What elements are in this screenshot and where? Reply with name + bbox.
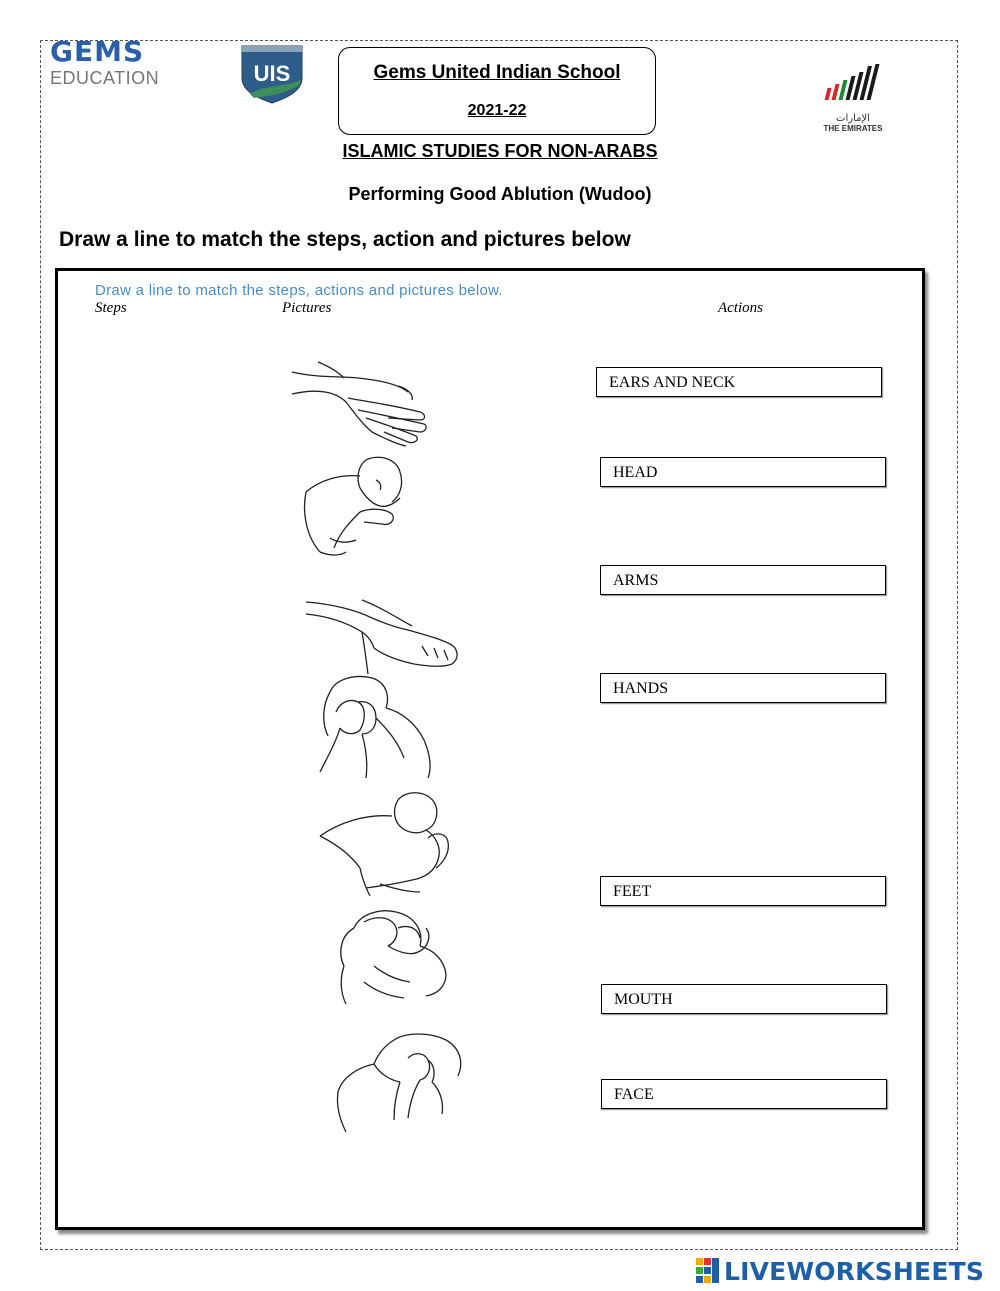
shield-icon	[240, 44, 304, 104]
action-box-arms[interactable]: ARMS	[600, 565, 886, 595]
action-box-face[interactable]: FACE	[601, 1079, 887, 1109]
action-box-hands[interactable]: HANDS	[600, 673, 886, 703]
main-instruction: Draw a line to match the steps, action and pictures below	[59, 228, 631, 251]
column-header-actions: Actions	[718, 300, 763, 316]
uis-shield-logo	[240, 44, 304, 104]
washing-hands-icon	[288, 358, 433, 448]
worksheet-instruction: Draw a line to match the steps, actions and pictures below.	[95, 282, 503, 299]
emirates-logo-english: THE EMIRATES	[823, 124, 883, 133]
wiping-head-icon	[334, 906, 452, 1010]
uis-logo-text: UIS	[253, 61, 291, 86]
column-header-steps: Steps	[95, 300, 127, 316]
washing-arms-icon	[316, 788, 456, 900]
gems-logo-mark: GEMS	[50, 40, 145, 64]
action-box-head[interactable]: HEAD	[600, 457, 886, 487]
washing-face-icon	[310, 672, 436, 782]
picture-washing-feet[interactable]	[302, 596, 464, 678]
school-year: 2021-22	[467, 102, 527, 119]
picture-washing-arms[interactable]	[316, 788, 456, 900]
liveworksheets-logo[interactable]	[696, 1254, 984, 1288]
rinsing-mouth-icon	[300, 452, 410, 558]
action-box-ears-and-neck[interactable]: EARS AND NECK	[596, 367, 882, 397]
topic-title: Performing Good Ablution (Wudoo)	[348, 184, 652, 204]
action-box-feet[interactable]: FEET	[600, 876, 886, 906]
washing-feet-icon	[302, 596, 464, 678]
school-title-box	[338, 47, 656, 135]
liveworksheets-brand-text: LIVEWORKSHEETS	[724, 1256, 985, 1286]
liveworksheets-grid-icon	[696, 1258, 720, 1284]
action-box-mouth[interactable]: MOUTH	[601, 984, 887, 1014]
subject-title: ISLAMIC STUDIES FOR NON-ARABS	[342, 141, 658, 161]
column-header-pictures: Pictures	[282, 300, 332, 316]
picture-washing-hands[interactable]	[288, 358, 433, 448]
gems-education-logo	[50, 40, 160, 92]
gems-logo-subtitle: EDUCATION	[50, 68, 160, 88]
the-emirates-logo	[818, 62, 888, 138]
picture-rinsing-mouth[interactable]	[300, 452, 410, 558]
picture-washing-face[interactable]	[310, 672, 436, 782]
picture-wiping-ears-neck[interactable]	[334, 1030, 466, 1136]
picture-wiping-head[interactable]	[334, 906, 452, 1010]
emirates-flag-bars-icon	[824, 62, 882, 106]
school-name: Gems United Indian School	[373, 62, 621, 83]
emirates-logo-arabic: الإمارات	[836, 113, 870, 124]
wiping-ears-neck-icon	[334, 1030, 466, 1136]
